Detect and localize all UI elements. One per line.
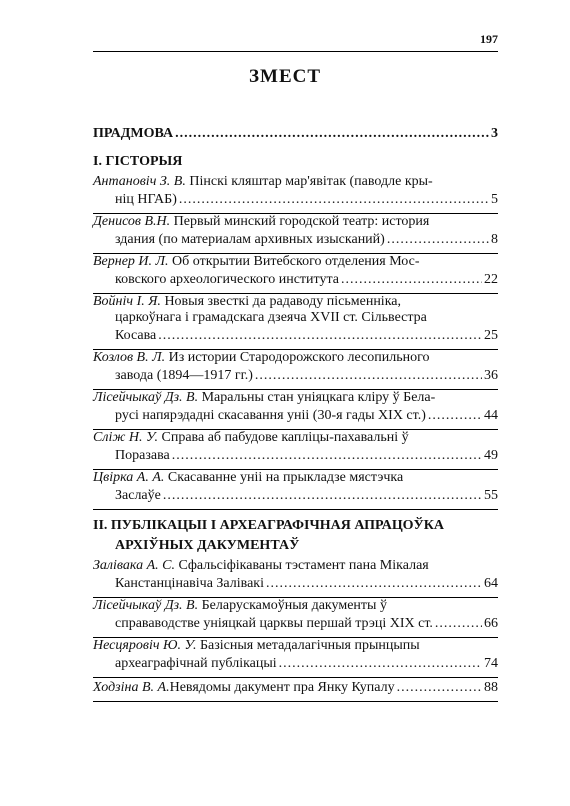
dot-leader bbox=[158, 326, 482, 346]
entry-title-text: справаводстве уніяцкай царквы першай трэці XIX ст. bbox=[115, 616, 433, 631]
entry-line bbox=[93, 350, 498, 366]
entry-line bbox=[93, 574, 498, 594]
entry-title-text: археаграфічнай публікацыі bbox=[115, 656, 277, 671]
entry-title-text: Маральны стан уніяцкага кліру ў Бела- bbox=[201, 390, 436, 405]
entry-author: Вернер И. Л. bbox=[93, 254, 169, 269]
toc-entry[interactable] bbox=[93, 678, 498, 698]
section-heading-line: АРХІЎНЫХ ДАКУМЕНТАЎ bbox=[115, 538, 300, 553]
toc-entry[interactable] bbox=[93, 558, 498, 594]
header-rule bbox=[93, 51, 498, 52]
entry-line bbox=[93, 366, 498, 386]
entry-title-text: ковского археологического института bbox=[115, 272, 339, 287]
entry-title-text: Беларускамоўныя дакументы ў bbox=[201, 598, 387, 613]
toc-entry[interactable] bbox=[93, 214, 498, 250]
dot-leader bbox=[279, 654, 482, 674]
toc-entry[interactable] bbox=[93, 638, 498, 674]
entry-title-text: Новыя звесткі да радаводу пісьменніка, bbox=[164, 294, 402, 309]
dot-leader bbox=[172, 446, 482, 466]
entry-title-text: Пінскі кляштар мар'явітак (паводле кры- bbox=[189, 174, 433, 189]
entry-page: 44 bbox=[484, 408, 498, 423]
entry-title-text: Поразава bbox=[115, 448, 170, 463]
section-heading-line: ІІ. ПУБЛІКАЦЫІ І АРХЕАГРАФІЧНАЯ АПРАЦОЎКА bbox=[93, 518, 445, 533]
entry-page: 74 bbox=[484, 656, 498, 671]
entry-title-text: здания (по материалам архивных изысканий) bbox=[115, 232, 385, 247]
dot-leader bbox=[341, 270, 482, 290]
entry-title-text: Базісныя метадалагічныя прынцыпы bbox=[200, 638, 420, 653]
toc-entry-preface[interactable] bbox=[93, 124, 498, 144]
entry-line bbox=[93, 174, 498, 190]
dot-leader bbox=[255, 366, 482, 386]
section-heading bbox=[93, 152, 498, 172]
entry-line bbox=[93, 558, 498, 574]
entry-page: 36 bbox=[484, 368, 498, 383]
entry-divider bbox=[93, 701, 498, 702]
entry-page: 8 bbox=[491, 232, 498, 247]
entry-line bbox=[93, 598, 498, 614]
entry-line bbox=[93, 190, 498, 210]
entry-title-text: Сфальсіфікаваны тэстамент пана Мікалая bbox=[178, 558, 429, 573]
entry-title-text: царкоўнага і грамадскага дзеяча XVII ст. Сільвестра bbox=[115, 310, 427, 325]
entry-line bbox=[93, 230, 498, 250]
entry-title-text: Скасаванне уніі на прыкладзе мястэчка bbox=[167, 470, 404, 485]
toc-entry[interactable] bbox=[93, 390, 498, 426]
table-of-contents bbox=[93, 124, 498, 702]
dot-leader bbox=[163, 486, 482, 506]
entry-title-text: завода (1894—1917 гг.) bbox=[115, 368, 253, 383]
entry-line bbox=[93, 326, 498, 346]
entry-title-text: ніц НГАБ) bbox=[115, 192, 177, 207]
entry-author: Козлов В. Л. bbox=[93, 350, 166, 365]
entry-line bbox=[93, 654, 498, 674]
entry-line bbox=[93, 470, 498, 486]
entry-line bbox=[93, 214, 498, 230]
entry-page: 66 bbox=[484, 616, 498, 631]
toc-entry[interactable] bbox=[93, 294, 498, 346]
entry-line bbox=[93, 406, 498, 426]
entry-page: 22 bbox=[484, 272, 498, 287]
toc-entry[interactable] bbox=[93, 430, 498, 466]
dot-leader bbox=[179, 190, 489, 210]
entry-page: 64 bbox=[484, 576, 498, 591]
entry-line bbox=[93, 678, 498, 698]
entry-line bbox=[93, 430, 498, 446]
entry-page: 5 bbox=[491, 192, 498, 207]
entry-line bbox=[93, 270, 498, 290]
entry-title-text: Канстанцінавіча Залівакі bbox=[115, 576, 264, 591]
dot-leader bbox=[175, 124, 489, 144]
entry-author: Залівака А. С. bbox=[93, 558, 175, 573]
dot-leader bbox=[266, 574, 482, 594]
preface-page: 3 bbox=[491, 126, 498, 141]
toc-entry[interactable] bbox=[93, 470, 498, 506]
entry-line bbox=[93, 486, 498, 506]
entry-title-text: Невядомы дакумент пра Янку Купалу bbox=[169, 680, 395, 695]
entry-page: 25 bbox=[484, 328, 498, 343]
entry-author: Денисов В.Н. bbox=[93, 214, 171, 229]
section-heading-line: І. ГІСТОРЫЯ bbox=[93, 154, 183, 169]
entry-author: Сліж Н. У. bbox=[93, 430, 159, 445]
dot-leader bbox=[387, 230, 489, 250]
entry-line bbox=[93, 294, 498, 310]
entry-author: Лісейчыкаў Дз. В. bbox=[93, 390, 199, 405]
entry-author: Несцяровіч Ю. У. bbox=[93, 638, 197, 653]
entry-author: Ходзіна В. А. bbox=[93, 680, 170, 695]
entry-line bbox=[93, 310, 498, 326]
entry-line bbox=[93, 390, 498, 406]
section-heading bbox=[93, 516, 498, 556]
entry-author: Цвірка А. А. bbox=[93, 470, 165, 485]
page-number: 197 bbox=[480, 32, 498, 46]
entry-line bbox=[93, 254, 498, 270]
entry-title-text: Первый минский городской театр: история bbox=[173, 214, 430, 229]
dot-leader bbox=[397, 678, 482, 698]
toc-entry[interactable] bbox=[93, 350, 498, 386]
entry-author: Антановіч З. В. bbox=[93, 174, 186, 189]
entry-page: 55 bbox=[484, 488, 498, 503]
entry-title-text: Из истории Стародорожского лесопильного bbox=[168, 350, 430, 365]
entry-divider bbox=[93, 509, 498, 510]
toc-sections bbox=[93, 152, 498, 702]
toc-entry[interactable] bbox=[93, 254, 498, 290]
preface-label: ПРАДМОВА bbox=[93, 126, 174, 141]
dot-leader bbox=[428, 406, 482, 426]
dot-leader bbox=[435, 614, 482, 634]
entry-title-text: Справа аб пабудове капліцы-пахавальні ў bbox=[161, 430, 409, 445]
entry-title-text: Косава bbox=[115, 328, 157, 343]
entry-author: Войніч І. Я. bbox=[93, 294, 161, 309]
entry-line bbox=[93, 446, 498, 466]
entry-title-text: Заслаўе bbox=[115, 488, 161, 503]
entry-page: 88 bbox=[484, 680, 498, 695]
toc-entry[interactable] bbox=[93, 598, 498, 634]
entry-author: Лісейчыкаў Дз. В. bbox=[93, 598, 199, 613]
entry-title-text: Об открытии Витебского отделения Мос- bbox=[172, 254, 420, 269]
toc-entry[interactable] bbox=[93, 174, 498, 210]
entry-line bbox=[93, 614, 498, 634]
entry-title-text: русі напярэдадні скасавання уніі (30-я гады XIX ст.) bbox=[115, 408, 426, 423]
entry-page: 49 bbox=[484, 448, 498, 463]
entry-line bbox=[93, 638, 498, 654]
page-title: ЗМЕСТ bbox=[248, 66, 322, 87]
